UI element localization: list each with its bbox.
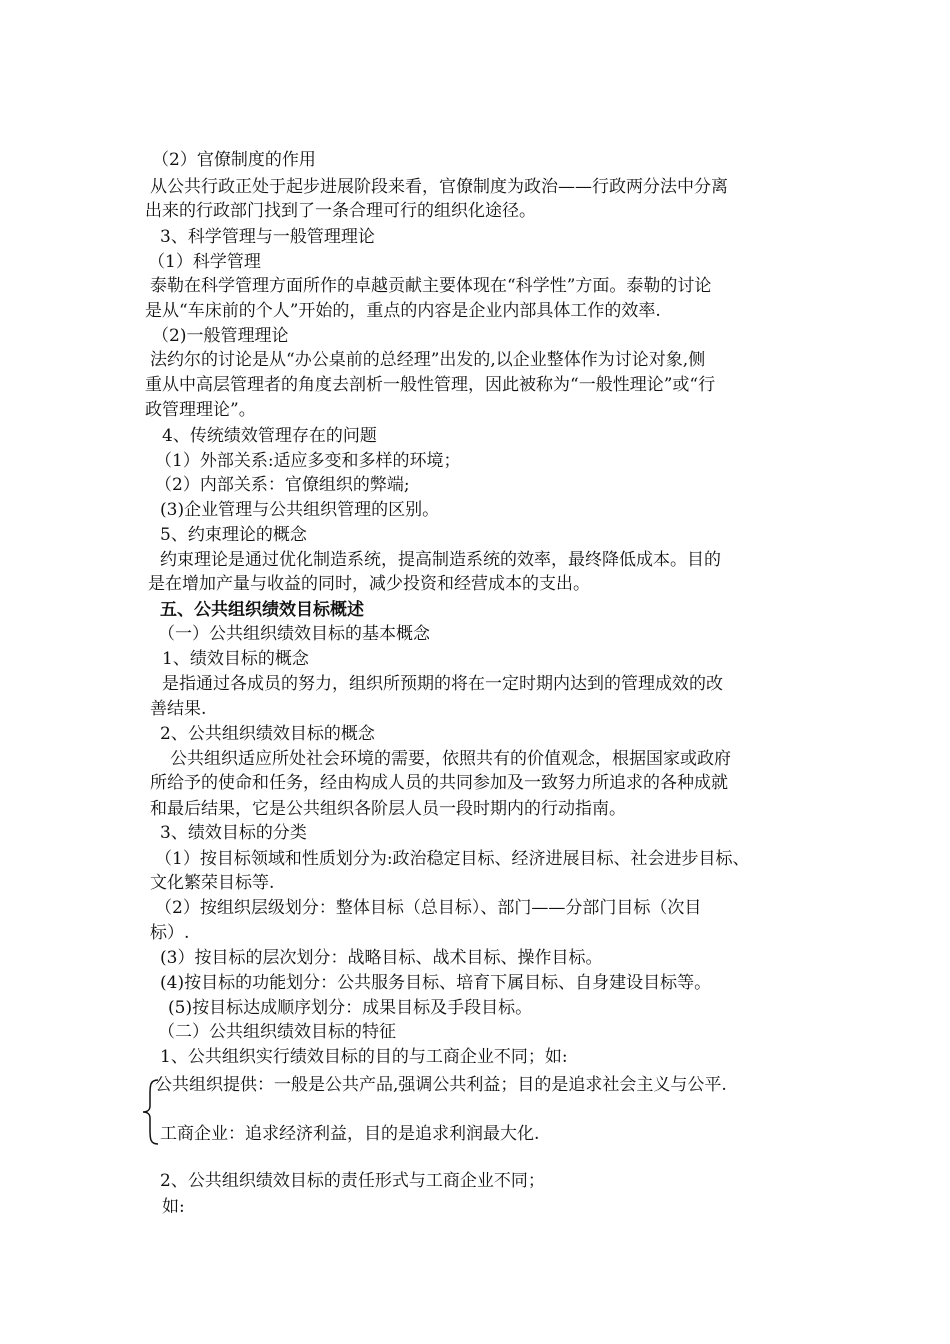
text-line: （二）公共组织绩效目标的特征 bbox=[158, 1022, 396, 1042]
text-line: (4)按目标的功能划分：公共服务目标、培育下属目标、自身建设目标等。 bbox=[160, 973, 712, 993]
text-line: 3、绩效目标的分类 bbox=[160, 823, 307, 843]
text-line: 法约尔的讨论是从“办公桌前的总经理”出发的,以企业整体作为讨论对象,侧 bbox=[150, 350, 706, 370]
text-line: 政管理理论”。 bbox=[145, 400, 256, 420]
text-line: 善结果. bbox=[150, 699, 207, 719]
text-line: (3)企业管理与公共组织管理的区别。 bbox=[160, 500, 440, 520]
text-line: (5)按目标达成顺序划分：成果目标及手段目标。 bbox=[168, 998, 533, 1018]
text-line: 1、绩效目标的概念 bbox=[162, 649, 309, 669]
text-line: 如: bbox=[162, 1197, 185, 1217]
text-line: 出来的行政部门找到了一条合理可行的组织化途径。 bbox=[145, 201, 536, 221]
text-line: 和最后结果，它是公共组织各阶层人员一段时期内的行动指南。 bbox=[150, 799, 626, 819]
text-line: （2）官僚制度的作用 bbox=[152, 150, 316, 170]
text-line: 4、传统绩效管理存在的问题 bbox=[162, 426, 377, 446]
text-line: 文化繁荣目标等. bbox=[150, 873, 275, 893]
text-line: 1、公共组织实行绩效目标的目的与工商企业不同；如: bbox=[160, 1047, 568, 1067]
text-line: 是从“车床前的个人”开始的，重点的内容是企业内部具体工作的效率. bbox=[145, 301, 661, 321]
text-line: （1）科学管理 bbox=[148, 252, 261, 272]
text-line: 是在增加产量与收益的同时，减少投资和经营成本的支出。 bbox=[148, 574, 590, 594]
text-line: 公共组织提供：一般是公共产品,强调公共利益；目的是追求社会主义与公平. bbox=[155, 1075, 727, 1095]
section-heading: 五、公共组织绩效目标概述 bbox=[160, 600, 364, 620]
text-line: （2）按组织层级划分：整体目标（总目标）、部门——分部门目标（次目 bbox=[155, 898, 702, 918]
text-line: 5、约束理论的概念 bbox=[160, 525, 307, 545]
text-line: （2)一般管理理论 bbox=[152, 326, 289, 346]
text-line: （一）公共组织绩效目标的基本概念 bbox=[158, 624, 430, 644]
text-line: 从公共行政正处于起步进展阶段来看，官僚制度为政治——行政两分法中分离 bbox=[150, 177, 728, 197]
text-line: 2、公共组织绩效目标的责任形式与工商企业不同； bbox=[160, 1171, 545, 1191]
text-line: （1）外部关系:适应多变和多样的环境； bbox=[155, 451, 461, 471]
text-line: 公共组织适应所处社会环境的需要，依照共有的价值观念，根据国家或政府 bbox=[170, 749, 731, 769]
text-line: （1）按目标领域和性质划分为:政治稳定目标、经济进展目标、社会进步目标、 bbox=[155, 849, 750, 869]
text-line: 所给予的使命和任务，经由构成人员的共同参加及一致努力所追求的各种成就 bbox=[150, 773, 728, 793]
text-line: 2、公共组织绩效目标的概念 bbox=[160, 724, 375, 744]
text-line: 工商企业：追求经济利益，目的是追求利润最大化. bbox=[160, 1124, 540, 1144]
text-line: 重从中高层管理者的角度去剖析一般性管理，因此被称为“一般性理论”或“行 bbox=[145, 375, 716, 395]
text-line: (3）按目标的层次划分：战略目标、战术目标、操作目标。 bbox=[160, 948, 603, 968]
text-line: 3、科学管理与一般管理理论 bbox=[160, 227, 375, 247]
text-line: 标）. bbox=[150, 923, 190, 943]
text-line: 泰勒在科学管理方面所作的卓越贡献主要体现在“科学性”方面。泰勒的讨论 bbox=[150, 276, 712, 296]
text-line: （2）内部关系：官僚组织的弊端; bbox=[155, 475, 410, 495]
text-line: 是指通过各成员的努力，组织所预期的将在一定时期内达到的管理成效的改 bbox=[162, 674, 723, 694]
text-line: 约束理论是通过优化制造系统，提高制造系统的效率，最终降低成本。目的 bbox=[160, 550, 721, 570]
